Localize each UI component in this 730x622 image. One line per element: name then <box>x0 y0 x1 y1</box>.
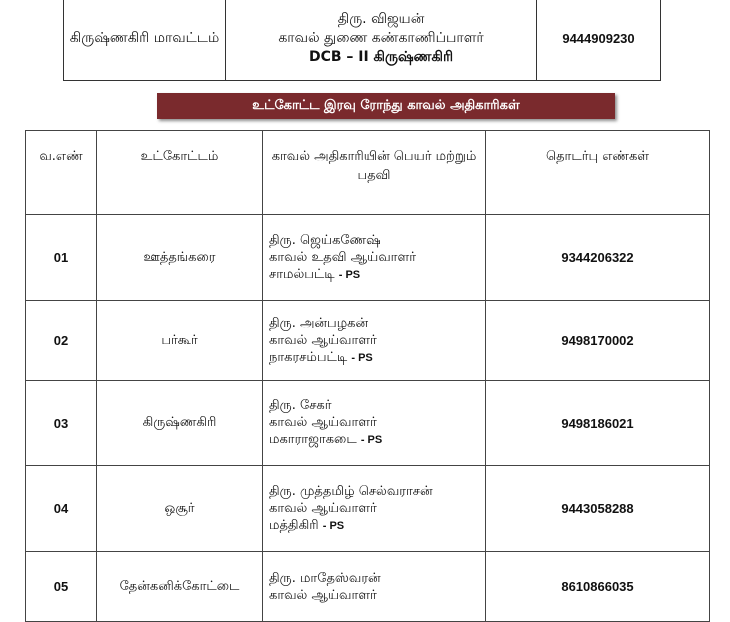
contact-number: 8610866035 <box>486 552 710 622</box>
table-header-row <box>26 131 710 215</box>
subdivision-name: தேன்கனிக்கோட்டை <box>97 552 263 622</box>
officer-name: திரு. விஜயன் <box>337 11 425 27</box>
district-label: கிருஷ்ணகிரி மாவட்டம் <box>69 30 220 46</box>
serial-number: 02 <box>26 301 97 381</box>
station-suffix: - PS <box>351 351 373 364</box>
table-row <box>26 466 710 552</box>
phone-cell <box>537 0 661 81</box>
table-row <box>26 215 710 301</box>
night-patrol-table <box>25 130 710 622</box>
section-banner: உட்கோட்ட இரவு ரோந்து காவல் அதிகாரிகள் <box>157 93 615 119</box>
officer-unit: DCB – II கிருஷ்ணகிரி <box>308 49 454 65</box>
header-officer: காவல் அதிகாரியின் பெயர் மற்றும் பதவி <box>263 131 486 215</box>
district-cell <box>64 0 226 81</box>
officer-details <box>263 466 486 552</box>
police-station <box>269 431 484 449</box>
officer-details <box>263 215 486 301</box>
officer-designation: காவல் உதவி ஆய்வாளர் <box>269 249 416 265</box>
subdivision-name: பர்கூர் <box>97 301 263 381</box>
serial-number: 01 <box>26 215 97 301</box>
officer-designation: காவல் ஆய்வாளர் <box>269 332 377 348</box>
contact-number: 9498170002 <box>486 301 710 381</box>
officer-name: திரு. மாதேஸ்வரன் <box>269 570 381 586</box>
officer-designation: காவல் துணை கண்காணிப்பாளர் <box>278 30 484 46</box>
station-suffix: - PS <box>360 434 383 446</box>
serial-number: 03 <box>26 381 97 466</box>
top-officer-row <box>64 0 661 81</box>
serial-number: 04 <box>26 466 97 552</box>
police-station <box>269 266 484 284</box>
officer-details <box>263 301 486 381</box>
station-name: சாமல்பட்டி <box>269 266 335 282</box>
officer-details <box>263 552 486 622</box>
header-subdivision: உட்கோட்டம் <box>97 131 263 215</box>
officer-name: திரு. முத்தமிழ் செல்வராசன் <box>269 483 433 499</box>
officer-name: திரு. ஜெய்கணேஷ் <box>269 232 381 248</box>
station-suffix: - PS <box>322 519 345 532</box>
header-serial: வ.எண் <box>26 131 97 215</box>
station-name: மகாராஜாகடை <box>269 432 357 447</box>
table-row <box>26 381 710 466</box>
contact-number: 9344206322 <box>486 215 710 301</box>
station-name: மத்திகிரி <box>269 517 319 533</box>
contact-number: 9443058288 <box>486 466 710 552</box>
officer-designation: காவல் ஆய்வாளர் <box>269 415 377 430</box>
police-station <box>269 349 484 367</box>
officer-cell <box>226 0 537 81</box>
officer-name: திரு. அன்பழகன் <box>269 315 369 331</box>
officer-details <box>263 381 486 466</box>
subdivision-name: ஊத்தங்கரை <box>97 215 263 301</box>
subdivision-name: கிருஷ்ணகிரி <box>97 381 263 466</box>
table-row <box>26 552 710 622</box>
table-row <box>26 301 710 381</box>
station-suffix: - PS <box>338 268 361 281</box>
top-phone: 9444909230 <box>562 31 635 46</box>
station-name: நாகரசம்பட்டி <box>269 349 348 365</box>
header-contact: தொடர்பு எண்கள் <box>486 131 710 215</box>
officer-name: திரு. சேகர் <box>269 398 332 413</box>
contact-number: 9498186021 <box>486 381 710 466</box>
serial-number: 05 <box>26 552 97 622</box>
subdivision-name: ஒசூர் <box>97 466 263 552</box>
top-officer-table <box>63 0 661 81</box>
police-station <box>269 517 484 535</box>
officer-designation: காவல் ஆய்வாளர் <box>269 587 377 603</box>
officer-designation: காவல் ஆய்வாளர் <box>269 500 377 516</box>
